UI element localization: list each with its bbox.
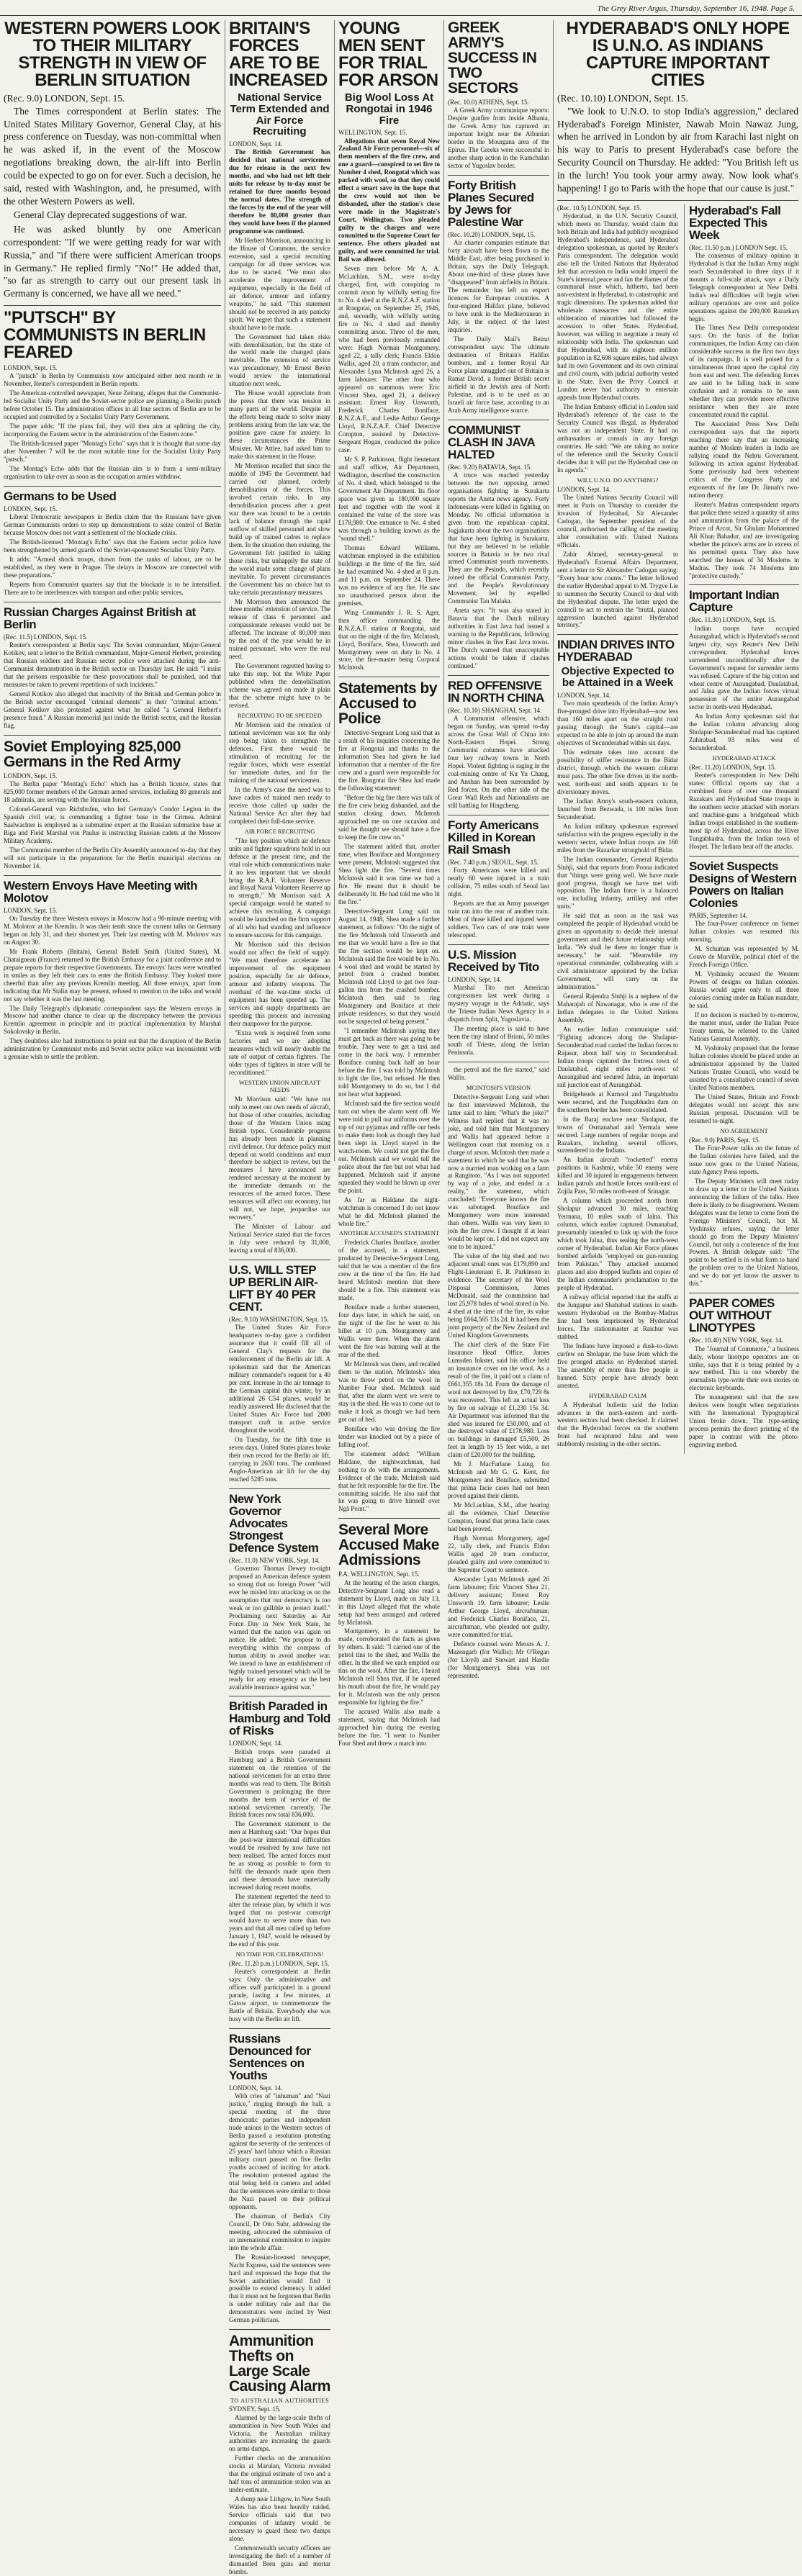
paragraph: The Times New Delhi correspondent says: On the basis of the Indian communiques, the Indian Army can claim considerable success in the first two days of its campaign. It is well poised for a simultaneous thrust upon the capital city from east and west. The defending forces are said to be falling back in some confusion and it remains to be seen whether they can provide more effective resistance when they are more concentrated round the capital. (689, 324, 799, 419)
article-body (448, 471, 549, 670)
paragraph: The statement added: "William Haldane, the nightwatchman, had nothing to do with the arrangements. Evidence of the trade. McIntosh said that he felt responsible for the fire. The committing suicide. He also said that he was going to drive himself over Ngā Point." (338, 1450, 440, 1513)
paragraph: Detective-Sergeant Long said on August 14, 1948, Shea made a further statement, as follows: "On the night of the fire McIntosh told Unsworth and me that we would have a fire so that the fire section would be kept on. McIntosh said the fire would be in No. 4 wool shed and would be started by petrol from a crashed bomber. McIntosh told Lloyd to get two four-gallon tins from the crashed bomber. McIntosh then said to ring Montgomery and Boniface at their private residences, so that they would not be suspected of being present." (338, 907, 440, 1026)
paragraph: Reuter's correspondent in New Delhi states: Official reports say that a combined force of over one thousand Razakars and Hyderabad State troops in the southern sector attacked with mortars and machine-guns a bridgehead which Indian troops established in the southern-most tip of Hyderabad, across the River Tungabhadra, from the Indian town of Hospet. The Indians beat off the attacks. (689, 772, 799, 851)
dateline: (Rec. 10.0) ATHENS, Sept. 15. (448, 99, 529, 106)
paragraph: The "Journal of Commerce," a business daily, whose linotype operators are on strike, says that it is being printed by a new method. This is one whereby the journalists type-write their own stories on electronic keyboards. (689, 1345, 799, 1392)
divider (4, 486, 221, 487)
article-lead (338, 137, 440, 264)
divider (448, 944, 549, 945)
paragraph: Commonwealth security officers are investigating the theft of a number of dismantled Bren guns and mortar bombs. (229, 2544, 330, 2575)
column-1 (0, 20, 225, 1161)
dateline: LONDON, Sept. 14. (448, 975, 502, 983)
headline: YOUNG MEN SENT FOR TRIAL FOR ARSON (338, 19, 438, 90)
headline: Western Envoys Have Meeting with Molotov (4, 878, 197, 905)
paragraph: Marshal Tito met American congressmen last week during a mystery voyage in the Adriatic, says the Trieste Italian News Agency in a dispatch from Split, Yugoslavia. (448, 984, 549, 1023)
column-5 (553, 19, 802, 1449)
paragraph: General Clay deprecated suggestions of war. (14, 209, 187, 221)
paragraph: The Four-Power talks on the future of the Italian colonies have failed, and the issue now goes to the United Nations, state Agency Press reports. (689, 1144, 799, 1175)
article-body (448, 867, 549, 939)
headline: Hyderabad's Fall Expected This Week (689, 203, 781, 242)
article-indian-capture (689, 589, 799, 851)
article-indian-drives (557, 638, 678, 1448)
paragraph: The chief clerk of the State Fire Insurance Head Office, James Lumsden Inkster, said his office held an insurance cover on the wool. As a result of the fire, it paid out a claim of £661,355 18s 3d. From the damage of wool not destroyed by fire, £70,729 8s was recovered. This left an actual loss by fire on salvage of £1,230 15s 3d. Air Department was informed that the shed was insured for £50,000, and of the destroyed value of £178,980. Loss on buildings in damaged £5,500, 26 feet in length by 15 feet wide, a net claim of £20,000 for the building. (448, 1340, 549, 1459)
article-body (448, 107, 549, 170)
paragraph: Aneta says: "It was also stated in Batavia that the Dutch military authorities in East Java had issued a warning to the Republicans, following minor clashes in five East Java towns. The Dutch warned that unacceptable actions would be taken if clashes continued." (448, 607, 549, 670)
headline: U.S. WILL STEP UP BERLIN AIR-LIFT BY 40 PER CENT. (229, 1263, 318, 1314)
article-body (448, 984, 549, 1057)
paragraph: The statement regretted the need to alter the release plan, by which it was hoped that no post-war conscript would have to serve more than two years and that all men called up before January 1, 1947, would be released by the end of this year. (229, 1893, 330, 1948)
paragraph: The paper adds: "If the plans fail, they will then aim at splitting the city, incorporating the Eastern sector in the administration of the Eastern zone." (4, 422, 221, 438)
paragraph: A railway official reported that the staffs at the Jungapur and Shahabad stations in south-western Hyderabad on the Bombay-Madras line had been imprisoned by Hyderabad forces. The stationmaster at Raichur was stabbed. (557, 1293, 678, 1340)
headline: INDIAN DRIVES INTO HYDERABAD (557, 638, 675, 664)
section-heading: HYDERABAD ATTACK (712, 754, 776, 762)
article-statements-accused (338, 681, 440, 1513)
paragraph: "I remember McIntosh saying they must get back as there was going to be trouble. They were to get a taxi and come in the back way. I remember Boniface coming back half an hour before the fire. I was told by McIntosh to light the fire, but refused. He then told Montgomery to do so, but I did not hear what happened. (338, 1027, 440, 1098)
article-body (689, 1345, 799, 1450)
divider (448, 675, 549, 676)
paragraph: Mr McLachlan, S.M., after hearing all the evidence, Chief Detective Compton, found that prima facie cases had been proved. (448, 1501, 549, 1533)
paragraph: The accused Wallis also made a statement, saying that McIntosh had approached him during the evening before the fire. "I went to Number Four Shed and threw a match into (338, 1708, 440, 1748)
paragraph: Mr S. P. Parkinson, flight lieutenant and staff officer, Air Department, Wellington, described the construction of No. 4 shed, which belonged to the Government Air Department. Its floor space was given as 180,000 square feet and together with the wool it contained the value of the store was £178,980. One entrance to No. 4 shed was through a building known as the "sound shell." (338, 456, 440, 542)
paragraph: McIntosh said the fire section would turn out when the alarm went off. We were told to pull our uniforms over the top of our pyjamas and ruffle our beds to make them look as though they had been slept in. Lloyd stayed in the watch-room. We could not get the fire out. McIntosh said we would tell the police about the fire but not what had happened. McIntosh said if anyone squealed they would be blown up over the point. (338, 1099, 440, 1194)
headline: "PUTSCH" BY COMMUNISTS IN BERLIN FEARED (4, 308, 206, 362)
article-body (689, 625, 799, 851)
dateline: LONDON, Sept. 15. (4, 364, 58, 371)
dateline: LONDON, Sept. 14. (557, 485, 611, 493)
article-body (338, 1579, 440, 1748)
dateline: (Rec. 10.10) SHANGHAI, Sept. 14. (448, 707, 542, 715)
paragraph: Hyderabad, in the U.N. Security Council, which meets on Thursday, would claim that both Britain and India had publicly recognised Hyderabad's independence, said Hyderabad delegation spokesman, as quoted by Reuter's Paris correspondent. The delegation would also tell the United Nations that Hyderabad felt that accession to India would imperil the State's internal peace and fan the flames of the communal issue which, hitherto, had been non-existent in Hyderabad, to catastrophic and tragic dimensions. The spokesman added that wholesale massacres and the entire obliteration of minorities had followed the accession to other States. Hyderabad, however, was willing to negotiate a treaty of relationship with India. The spokesman said that Hyderabad, with its eighteen million population in 82,698 square miles, had always had its own Government and its own criminal and civil courts, with judicial authority vested in the State. Even the Privy Council at London never had authority to entertain appeals from Hyderabad courts. (557, 212, 678, 402)
dateline: PARIS, September 14. (689, 912, 748, 920)
article-body (557, 212, 678, 630)
paragraph: Seven men before Mr A. A. McLachlan, S.M., were to-day charged, first, with conspiring to commit arson by wilfully setting fire to No. 4 shed at the R.N.Z.A.F. station at Rongotai, on September 25, 1946, and, secondly, with wilfully setting fire to No. 4 shed and thereby committing arson. Three of the men, who had been previously remanded were: Hugh Norman Montgomery, aged 22, a tally clerk; Francis Eldon Wallis, aged 20, a tram conductor; and Alexander Lynn McIntosh aged 26, a farm labourer. The other four who appeared on summons were: Eric Vincent Shea, aged 21, a delivery assistant; Ernest Roy Unsworth, Frederick Charles Boniface, R.N.Z.A.F., and Leslie Arthur George Lloyd, R.N.Z.A.F. Chief Detective Compton, assisted by Detective-Sergeant Hogan, conducted the police case. (338, 265, 440, 454)
paragraph: An Indian military spokesman expressed satisfaction with the progress especially in the western sector, where Indian troops are 160 miles from the Razarkar stronghold of Bidar. (557, 822, 678, 854)
article-body (338, 729, 440, 1513)
dateline: (Rec. 9.0) PARIS, Sept. 15. (689, 1136, 760, 1144)
article-us-airlift (229, 1264, 330, 1483)
masthead (0, 3, 802, 16)
paragraph: Boniface made a further statement, four days later, in which he said, on the night of the fire he went to his billet at 10 p.m. Montgomery and Wallis were there. When the alarm went the fire was burning well at the rear of the shed. (338, 1303, 440, 1359)
article-soviet-employing (4, 739, 221, 870)
divider (4, 305, 221, 306)
article-soviet-suspects (689, 860, 799, 1288)
article-more-accused (338, 1522, 440, 1748)
dateline: (Rec. 11.50 p.m.) LONDON Sept. 15. (689, 243, 788, 251)
article-body (557, 700, 678, 1448)
article-body (689, 920, 799, 1288)
paragraph: The value of the big shed and two adjacent small ones was £179,890 and Flight-Lieutenant E. R. Parkinson in evidence. The secretary of the Wool Disposal Commission, James McDonald, said the commission had lost 25,978 bales of wool stored in No. 4 shed at the time of the fire, its value being £664,565 13s 2d. It had been the joint property of the New Zealand and United Kingdom Governments. (448, 1252, 549, 1339)
paragraph: The Russian-licensed newspaper, Nacht Express, said the sentences were hard and expressed the hope that the Soviet authorities would find it possible to extend clemency. It added that it must not be forgotten that Berlin is under military rule and that the demonstrators were incited by West German politicians. (229, 2253, 330, 2324)
paragraph: the petrol and the fire started," said Wallis. (448, 1065, 549, 1081)
headline: U.S. Mission Received by Tito (448, 947, 539, 974)
paragraph: Reuter's correspondent at Berlin says: Only the administrative and offices staff participated in a ground parade, lasting a few minutes, at Gatow airport, to commemorate the Battle of Britain. Everybody else was busy with the Berlin air lift. (229, 1968, 330, 2023)
paragraph: The United States Air Force headquarters to-day gave a confident assurance that it could fill all of General Clay's requests for the reinforcement of the Berlin air lift. A spokesman said that the American military commander's request for a 40 per cent. increase in the air tonnage to the German capital this winter, by an additional 26 C54 planes, would be readily answered. He disclosed that the United States Air Force had 2000 transport craft in active service throughout the world. (229, 1324, 330, 1434)
paragraph: The Indian commander, General Rajendra Sinhji, said that reports from Poona indicated that "things were going well. We have made good progress, though we have met with opposition. The Indian force is a balanced one, including infantry, artillery and other units." (557, 855, 678, 910)
divider (4, 875, 221, 876)
paragraph: Hugh Norman Montgomery, aged 22, tally clerk, and Francis Eldon Wallis aged 20 tram conductor, pleaded guilty and were committed to the Supreme Court to sentence. (448, 1535, 549, 1573)
subheadline: Objective Expected to be Attained in a Week (561, 665, 675, 690)
section-heading: WILL U.N.O. DO ANYTHING? (577, 476, 659, 484)
paragraph: On Tuesday, for the fifth time in seven days, United States planes broke their own record for the Berlin air lift, carrying in 2630 tons. The combined Anglo-American air lift for the day reached 5285 tons. (229, 1435, 330, 1483)
paragraph: The Government regretted having to take this step, but the White Paper published when the demobilisation scheme was agreed on made it plain that the scheme might have to be revised. (229, 662, 330, 710)
article-hyderabad-uno (557, 20, 798, 195)
column-3 (334, 19, 443, 1748)
paragraph: "Extra work is required from some factories and we are adopting measures which will nearly double the rate of output of certain fighters. The older types of fighters in store will be reconditioned." (229, 1029, 330, 1076)
paragraph: A Communist offensive, which began on Sunday, was spread to-day across the Great Wall of China into North-Eastern Hopei. Strong Communist columns have attacked four key railway towns in North Hopei. Violent fighting is raging in the coal-mining centre of Ku Yu Chang, and Anshan has been surrounded by Red forces. On the other side of the Great Wall Reds and Nationalists are still battling for Hingcheng. (448, 715, 549, 809)
dateline: LONDON, Sept. 14. (229, 2084, 283, 2092)
dateline: (Rec. 7.40 p.m.) SEOUL, Sept. 15. (448, 858, 539, 866)
article-hyderabad-fall (689, 204, 799, 580)
article-body (4, 641, 221, 730)
subcolumn-left (557, 204, 678, 1455)
divider (229, 2028, 330, 2029)
article-greek-army (448, 20, 549, 170)
article-body (229, 237, 330, 1255)
dateline: (Rec. 11.20) LONDON, Sept. 15. (689, 764, 776, 772)
paragraph: Defence counsel were Messrs A. J. Mazengarb (for Wallis); Mr O'Regan (for Lloyd) and Stewart and Hardie (for Montgomery). Shea was not represented. (448, 1640, 549, 1679)
paragraph: A dump near Lithgow, in New South Wales has also been heavily raided. Service officials said that two companies of infantry would be necessary to guard these two dumps alone. (229, 2495, 330, 2543)
section-heading: WESTERN UNION AIRCRAFT NEEDS (238, 1078, 321, 1093)
article-korean-rail (448, 819, 549, 939)
paragraph: The Government had taken risks with demobilisation, but the state of the world made the changed plans inevitable. The extension of service was precautionary, Mr Ernest Bevin would review the international situation next week. (229, 333, 330, 388)
paragraph: Wing Commander J. R. S. Ager, then officer commanding the R.N.Z.A.F. station at Rongotai, said that on the night of the fire, McIntosh, Lloyd, Boniface, Shea, Unsworth and Montgomery were on duty in No. 4 store, the fire-master being Corporal McIntosh. (338, 608, 440, 672)
paragraph: On Tuesday the three Western envoys in Moscow had a 90-minute meeting with M. Molotov at the Kremlin. It was their tenth since the current talks on Germany began on July 31, and their shortest yet. Their last meeting with M. Molotov was on August 30. (4, 914, 221, 946)
paragraph: "The key position which air defence units and fighter squadrons hold in our defence at the present time, and the vital role which communications make it no less important that we should bring the R.A.F. Volunteer Reserve and Royal Naval Volunteer Reserve up to strength," Mr Morrison said. A special campaign would be started to achieve this recruiting. A campaign would be launched on the firm support of all who had standing and influence to ensure success for this campaign. (229, 836, 330, 939)
headline: HYDERABAD'S ONLY HOPE IS U.N.O. AS INDIANS CAPTURE IMPORTANT CITIES (566, 19, 790, 90)
headline: Germans to be Used (4, 489, 117, 503)
divider (557, 634, 678, 635)
divider (229, 2329, 330, 2330)
dateline: (Rec. 11.20 p.m.) LONDON, Sept. 15. (229, 1959, 330, 1967)
headline: Forty British Planes Secured by Jews for Palestine War (448, 178, 534, 229)
headline: PAPER COMES OUT WITHOUT LINOTYPES (689, 1296, 775, 1335)
paragraph: Further checks on the ammunition stocks at Marulan, Victoria revealed that the original estimate of two and a half tons of ammunition stolen was an under-estimate. (229, 2454, 330, 2494)
article-tito-mission (448, 949, 549, 1057)
paragraph: Mr Herbert Morrison, announcing in the House of Commons, the service extension, said a special recruiting campaign for all three services was due to be started. "We must also accelerate the improvement of equipment, especially in the field of air defence, armour and infantry weapons," he said. "This statement should not be received in any panicky spirit. We regret that such a statement should have to be made. (229, 236, 330, 331)
paragraph: A truce was reached yesterday between the two opposing armed organisations fighting in Surakarta reports the Aneta news agency. Forty Indonesians were killed in fighting on Monday. No official information is given from the republican capital, Jogjakarta about the two organisations that have been fighting in Surakarta, but they are believed to be reliable sources in Batavia to be two rival armed Communist youth movements. They are the Pesindo, which recently joined the official Communist Party, and the People's Revolutionary Movement, led by expelled Communist Tan Malaka. (448, 471, 549, 605)
headline: Forty Americans Killed in Korean Rail Smash (448, 818, 539, 857)
paragraph: Bridgeheads at Kurnool and Tungabhadra were secured, and the Tungabhadra dam on the southern border has been consolidated. (557, 1090, 678, 1113)
paragraph: Mr Morrison said: "We have not only to meet our own needs of aircraft, but those of other countries, including those of the Western Union using British types. Considerable progress has already been made in planning civil defence. Our defence policy must depend on world conditions and must therefore be subject to review, but the measures I have announced are rendered necessary at the moment by the immediate demands on the resources of the armed forces. These resources will affect our economy, but will not, we hope, jeopardise our recovery." (229, 1095, 330, 1221)
paragraph: The consensus of military opinion in Hyderabad is that the Indian Army might reach Secunderabad in three days if it mounts a full-scale attack, says a Daily Telegraph correspondent at New Delhi. India's real difficulties will begin when military operations are over and police operations against the 200,000 Razarkars begin. (689, 251, 799, 322)
dateline: (Rec. 11.0) NEW YORK, Sept. 14. (229, 1556, 320, 1564)
paragraph: The Montag's Echo adds that the Russian aim is to form a semi-military organisation to take over as soon as the occupation armies withdraw. (4, 464, 221, 480)
paragraph: Montgomery, in a statement he made, corroborated the facts as given by others. It said: "I carried one of the petrol tins to the shed, and Wallis the other. In the shed we each emptied our tins on the wool. After the fire, I heard McIntosh tell Shea that, if he opened his mouth about the fire, he would pay for it. McIntosh was the only person responsible for lighting the fire." (338, 1627, 440, 1707)
paragraph: The British Government has decided that national servicemen due for release in the next few months, and who had not left their units for release by to-day must be retained for three months beyond the normal dates. The strength of the forces by the end of the year will therefore be 80,000 greater than they would have been if the planned programme was continued. (229, 148, 330, 235)
article-hyderabad-claims (557, 204, 678, 630)
paragraph: M. Schuman was represented by M. Couve de Murville, political chief of the French Foreign Office. (689, 945, 799, 969)
paragraph: He said that as soon as the task was completed the people of Hyderabad would be given an opportunity to decide their internal government and their future relationship with India. "We shall be there no longer than is necessary," he said. "Meanwhile my operational commander, collaborating with a civil administrator appointed by the Indian Government, will carry on the administration." (557, 912, 678, 991)
paragraph: Mr Morrison said the retention of national servicemen was not the only step being taken to strengthen the defences. First there would be stimulation of recruiting for the regular forces, which were essential for immediate duties, and for the training of the national servicemen. (229, 721, 330, 784)
headline: Russians Denounced for Sentences on Youths (229, 2031, 311, 2082)
dateline: P.A. WELLINGTON, Sept. 15. (338, 1571, 420, 1578)
dateline: LONDON, Sept. 14. (229, 140, 283, 148)
paragraph: British troops were paraded at Hamburg and a British Government statement on the retention of the national servicemen for an extra three months was read to them. The British Government is prolonging the three months the term of service of the national servicemen currently. The British forces now total 836,000. (229, 1748, 330, 1819)
article-western-powers (4, 20, 221, 300)
article-new-york-governor (229, 1493, 330, 1691)
paragraph: The United Nations Security Council will meet in Paris on Thursday to consider the invasion of Hyderabad, Sir Alexander Cadogan, the September president of the council, authorised the calling of the meeting after consultation with United Nations officials. (557, 493, 678, 548)
paragraph: The British-licensed "Montag's Echo" says that the Eastern sector police have been strengthened by armed guards of the Soviet-sponsored Socialist Unity Party. (4, 538, 221, 553)
paragraph: Mr McIntosh was there, and recalled them to the station. McIntosh's idea was to throw petrol on the wool in Number Four shed. McIntosh said that, after the alarm went we were to stay in the shed. He was to come out to make it look as though we had been got out of bed. (338, 1360, 440, 1423)
paragraph: In the Baraj enclave near Sholapur, the towns of Osmanabad and Yermala were secured. Large numbers of regular troops and Razakars, including several officers, surrendered to the Indians. (557, 1115, 678, 1154)
paragraph: Mr Morrison recalled that since the middle of 1945 the Government had carried out planned, orderly demobilisation of the forces. This involved certain risks. In any demobilisation process after a great war there was bound to be a certain lack of balance through the rapid outflow of skilled personnel and slow build up of trained cadres to replace them. In the situation then existing, the Government felt justified in taking those risks, but unhappily the state of the world made some change of plans inevitable. To prevent circumstances the Government has no choice but to take certain precautionary measures. (229, 462, 330, 596)
article-body (4, 105, 221, 300)
paragraph: The four-Power conference on former Italian colonies was resumed this morning. (689, 920, 799, 944)
paragraph: Reports are that an Army passenger train ran into the rear of another train. Most of those killed and injured were soldiers. Two cars of one train were telescoped. (448, 900, 549, 939)
dateline: (Rec. 9.0) LONDON, Sept. 15. (4, 93, 125, 104)
paragraph: Detective-Sergeant Long said when he first interviewed McIntosh, the latter said to him: "What's the joke?" Witness had replied that it was no joke, and told him that Montgomery and Wallis had appeared before a Wellington court that morning on a charge of arson. McIntosh then made a statement in which he said that he was now a married man working on a farm at Rangitoto. "As I was not supported by way of a joke, and ended in a reality," the statement, which concluded: "Everyone knows the fire was sabotaged. Boniface and Montgomery were more interested than others. Wallis was very keen to join the fire crew. I thought if at least would be kept on. I did not expect any one to be injured." (448, 1093, 549, 1251)
article-ammunition-thefts (229, 2333, 330, 2576)
section-heading: NO TIME FOR CELEBRATIONS! (235, 1950, 324, 1958)
paragraph: The British-licensed paper "Montag's Echo" says that it is thought that some day after November 7 will be the most suitable time for the Socialist Unity Party "putsch." (4, 440, 221, 463)
paragraph: The Berlin paper "Montag's Echo" which has a British licence, states that 825,000 former members of the German armed services, including 80 generals and 18 admirals, are serving with the Russian forces. (4, 779, 221, 803)
paragraph: If no decision is reached by to-morrow, the matter must, under the Italian Peace Treaty terms, be referred to the United Nations General Assembly. (689, 1011, 799, 1042)
article-body (448, 1066, 549, 1680)
dateline: (Rec. 11.5) LONDON, Sept. 15. (4, 633, 88, 641)
paragraph: It adds: "Armed shock troops, drawn from the ranks of labour, are to be established, as they were in Prague. The delays in Moscow are connected with these preparations." (4, 555, 221, 579)
article-java-clash (448, 424, 549, 670)
paragraph: Zahir Ahmed, secretary-general to Hyderabad's External Affairs Department, sent a letter to Sir Alexander Cadogan saying: "Every hour now counts." The letter followed the earlier Hyderabad appeal to M. Trygve Lie to summon the Security Council to deal with the Hyderabad dispute. The letter urged the council to act to restrain the "brutal, planned aggression launched against Hyderabad territory." (557, 550, 678, 629)
paragraph: They doubtless also had instructions to point out that the disruption of the Berlin administration by Communist mobs and Soviet sector police was inconsistent with a genuine wish to settle the problem. (4, 1037, 221, 1061)
paragraph: M. Vyshinsky accused the Western Powers of designs on Italian colonies. Russia would agree only to all three colonies coming under an Italian mandate, he said. (689, 970, 799, 1010)
paragraph: The statement added that, another time, when Boniface and Montgomery were present, McIntosh suggested that Shea light the fire. "Several times McIntosh said it was time we had a fire. He meant that it should be deliberately lit. He had told me who lit the fire." (338, 842, 440, 905)
subheadline: Big Wool Loss At Rongotai in 1946 Fire (344, 91, 434, 127)
article-british-paraded (229, 1700, 330, 2023)
paragraph: Mr J. MacFarlane Laing, for McIntosh and Mr G. G. Kent, for Montgomery and Boniface, submitted that prima facie cases had not been proved against their clients. (448, 1460, 549, 1500)
section-heading: AIR FORCE RECRUITING (244, 827, 315, 835)
divider (4, 735, 221, 736)
paragraph: Thomas Edward Williams, watchman employed in the exhibition buildings at the time of the fire, said he had examined No. 4 shed at 8 p.m. and 11 p.m. on September 24. There was no evidence of any fire. He saw no unauthorised person about the premises. (338, 543, 440, 607)
section-heading: HYDERABAD CALM (588, 1391, 647, 1399)
paragraph: The Government statement to the men at Hamburg said: "Our hopes that the post-war international difficulties would be resolved by now have not been realised. The armed forces must be as strong as possible to form to fulfil the demands made upon them and these demands have materially increased during recent months. (229, 1820, 330, 1892)
paragraph: An Indian aircraft "rocketted" enemy positions in Kashmir, while 50 enemy were killed and 30 injured in engagements between Indian patrols and hostile forces south-east of Zojila Pass, 50 miles north-east of Srinagar. (557, 1156, 678, 1196)
article-body (229, 1748, 330, 2023)
article-germans-used (4, 490, 221, 597)
paragraph: The American-controlled newspaper, Neue Zeitung, alleges that the Communist-led Socialist Unity Party and the Soviet-sector police are planning a Berlin putsch before October 15. The administration offices in all four sectors of Berlin are to be occupied and controlled by a Socialist Unity Party Government. (4, 389, 221, 421)
headline: RED OFFENSIVE IN NORTH CHINA (448, 679, 544, 705)
paragraph: Alarmed by the large-scale thefts of ammunition in New South Wales and Victoria, the Australian military authorities are increasing the guards on arms dumps. (229, 2413, 330, 2453)
paragraph: With cries of "inhuman" and "Nazi justice," ringing through the hall, a special meeting of the three democratic parties and independent trade unions in the Western sectors of Berlin passed a resolution protesting against the severity of the sentences of 25 years' hard labour which a Russian military court passed on five Berlin youths accused of inciting for attack. The resolution protested against the trial being held in camera and added that the sentences were similar to those the Nazi passed on their political opponents. (229, 2092, 330, 2210)
divider (557, 200, 798, 201)
headline: GREEK ARMY'S SUCCESS IN TWO SECTORS (448, 19, 537, 96)
paragraph: Allegations that seven Royal New Zealand Air Force personnel—six of them members of the fire crew, and one a guard—conspired to set fire to Number 4 shed, Rongotai which was packed with wool, so that they could effect a smart save in the hope that the crew would not then be disbanded, after the station's close were made in the Magistrate's Court, Wellington. Two pleaded guilty to the charges and were committed to the Supreme Court for sentence. Five others pleaded not guilty, and were committed for trial. Bail was allowed. (338, 137, 440, 263)
divider (448, 175, 549, 176)
dateline: (Rec. 10.5) LONDON, Sept. 15. (557, 204, 641, 212)
paragraph: The United States, Britain and French delegates would not accept this new Russian proposal. Discussion will be resumed to-night. (689, 1093, 799, 1124)
paragraph: A "putsch" in Berlin by Communists now anticipated either next month or in November, Reuter's correspondent in Berlin reports. (4, 372, 221, 388)
column-4 (443, 19, 553, 1679)
section-heading: RECRUITING TO BE SPEEDED (237, 712, 323, 720)
paragraph: He was asked bluntly by one American correspondent: "If we were getting ready for war with Russia," and "if there were sufficient American troops in Germany." He replied firmly "No!" He added that, "so far as strength to carry out our present task in Germany is concerned, we have all we need." (4, 224, 221, 299)
dateline: LONDON, Sept. 14. (229, 1740, 283, 1748)
dateline: (Rec. 10.20) LONDON, Sept. 15. (448, 231, 536, 238)
article-britains-forces (229, 20, 330, 1255)
headline: British Paraded in Hamburg and Told of Risks (229, 1699, 330, 1738)
paragraph: Reports from Communist quarters say that the blockade is to be intensified. There are to be interferences with transport and other public services. (4, 580, 221, 596)
paragraph: An earlier Indian communique said: "Fighting advances along the Sholapur-Secunderabad road carried the Indian forces to Rajasur, about half way to Secunderabad. Indian troops captured the fortress town of Daulatabad, eight miles north-west of Aurangabad and secured Jalna, an important rail junction east of Aurangabad. (557, 1025, 678, 1088)
dateline: (Rec. 9.20) BATAVIA, Sept. 15. (448, 463, 532, 471)
paragraph: The Times correspondent at Berlin states: The United States Military Governor, General Clay, at his press conference on Tuesday, was non-committal when he was asked if, in the event of the Moscow negotiations breaking down, the air-lift into Berlin could be expected to go on for ever. Such a decision, he said, rested with Washington, and, he presumed, with the other Western Powers as well. (4, 105, 221, 207)
dateline: LONDON, Sept. 15. (4, 772, 58, 779)
headline: Ammunition Thefts on Large Scale Causing Alarm (229, 2333, 330, 2395)
paragraph: General Rajendra Sinhji is a nephew of the Maharajah of Nawanagar, who is one of the Indian delegates to the United Nations Assembly. (557, 993, 678, 1023)
article-body (4, 372, 221, 481)
article-body (448, 715, 549, 810)
article-body (229, 1565, 330, 1691)
paragraph: Liberal Democratic newspapers in Berlin claim that the Russians have given German Communists orders to step up demonstrations to seize control of Berlin because Moscow does not want a settlement of the blockade crisis. (4, 513, 221, 537)
paragraph: The Minister of Labour and National Service stated that the forces in July were reduced by 31,000, leaving a total of 836,000. (229, 1223, 330, 1255)
paragraph: A Hyderabad bulletin said the Indian advances in the north-eastern and north-western sectors had been checked. It claimed that the Hyderabad forces on the southern front had recaptured Jalna and were stubbornly resisting in the other sectors. (557, 1401, 678, 1448)
paragraph: Forty Americans were killed and nearly 60 were injured in a train collision, 75 miles south of Seoul last night. (448, 867, 549, 898)
article-forty-planes (448, 179, 549, 415)
headline: WESTERN POWERS LOOK TO THEIR MILITARY STRENGTH IN VIEW OF BERLIN SITUATION (4, 19, 220, 90)
article-putsch (4, 309, 221, 481)
dateline: (Rec. 11.30) LONDON, Sept. 15. (689, 616, 776, 624)
paragraph: Alexander Lynn McIntosh aged 26 farm labourer; Eric Vincent Shea 21, delivery assistant; Ernest Roy Unsworth 19, farm labourer; Leslie Arthur George Lloyd, aircraftsman; and Frederick Charles Boniface, 21, aircraftsman, who pleaded not guilty, were committed for trial. (448, 1575, 549, 1638)
paragraph: This estimate takes into account the possibility of stiffer resistance in the Bidar district, through which the western column must pass. The other five drives in the north-west, north-east and south appears to be diversionary moves. (557, 749, 678, 795)
headline: New York Governor Advocates Strongest Defence System (229, 1491, 319, 1555)
paragraph: "We look to U.N.O. to stop India's aggression," declared Hyderabad's Foreign Minister, Nawab Moin Nawaz Jung, when he arrived in London by air from Karachi last night on his way to Paris to present Hyderabad's case before the Security Council on Thursday. He added: "You British left us in the lurch! You took your army away. Now look what's happening! I go to Paris with the hope that our cause is just." (557, 105, 798, 194)
dateline: (Rec. 9.10) WASHINGTON, Sept. 15. (229, 1316, 329, 1324)
paragraph: The Deputy Ministers will meet today to draw up a letter to the United Nations announcing the failure of the talks. Here there is likely to be disagreement. Western delegates want the letter to come from the Foreign Ministers' Council, but M. Vyshinsky refuses, saying the letter should go from the Deputy Ministers' Council, but only a conference of the four Powers. A British delegate said: "The point to be settled is in what form to hand the problem over to the United Nations, and we do not yet know the answer to this." (689, 1177, 799, 1288)
headline: Statements by Accused to Police (338, 680, 438, 728)
article-paper-linotypes (689, 1297, 799, 1449)
article-russians-denounced (229, 2033, 330, 2324)
paragraph: General Kotikov also alleged that inactivity of the British and German police in the British sector encouraged "criminal elements" in their "criminal actions." General Kotikov also protested against what he called "a General Herbert's presence fraud." A Russian memorial just inside the British sector, and the Russian flag. (4, 690, 221, 729)
article-body (229, 1324, 330, 1483)
paragraph: An Indian Army spokesman said that the Indian column advancing along Sholapur-Secunderabad road has captured Zahirabad, 93 miles west of Secunderabad. (689, 713, 799, 752)
two-column-section (557, 204, 798, 1455)
subheadline: National Service Term Extended and Air Force Recruiting (230, 91, 330, 138)
paragraph: The Daily Mail's Beirut correspondent says: The ultimate destination of Britain's Halifax bombers, and a former Royal Air Force plane smuggled out of Britain is Ramat David, a former British secret airfield in the Jewish area of North Palestine, and is to be used as an Israeli air force base, according to an Arab Army intelligence source. (448, 335, 549, 414)
paragraph: Reuter's Madras correspondent reports that police there seized a quantity of arms and ammunition from the palace of the Prince of Arcot, Sir Ghulam Mohammed Ali Khan Bahadur, and are investigating whether the prince's arms are in excess of his permitted quota. They also have searched the houses of 34 Moslems in Madras. They took 74 Moslems into "protective custody." (689, 500, 799, 579)
paragraph: The House would appreciate from the press that there was tension in many parts of the world. Despite all the efforts being made to solve many problems arising from the late war, the position gave cause for anxiety. In these circumstances the Prime Minister, Mr Attlee, had asked him to make this statement in the House. (229, 389, 330, 461)
headline: BRITAIN'S FORCES ARE TO BE INCREASED (229, 19, 328, 90)
headline: Soviet Suspects Designs of Western Powers on Italian Colonies (689, 859, 797, 910)
paragraph: Air charter companies estimate that forty aircraft have been flown to the Middle East, after being purchased in Britain, says the Daily Telegraph. About one-third of these planes have "disappeared" from airfields in Britain. The remainder has left on export licences for European countries. A four-engined Halifax plane, believed to have sunk in the Mediterranean in July, is the subject of the latest inquiries. (448, 239, 549, 333)
paragraph: Mr Morrison then announced the three months' extension of service. The release of class 6 personnel and compassionate releases would not be affected. The increase of 80,000 men by the end of the year would be in trained personnel, who were the real need. (229, 597, 330, 661)
paragraph: The Indian Army's south-eastern column, launched from Bezwada, is 100 miles from Secunderabad. (557, 797, 678, 821)
article-body (448, 239, 549, 414)
paragraph: Detective-Sergeant Long said that as a result of his inquiries concerning the fire at Rongotai and thanks to the information Shea had given he had information that a member of the fire crew and a guard were responsible for the fire. Rongotai fire Shea had made the following statement: (338, 729, 440, 792)
paragraph: Boniface who was driving the fire tender was knocked out by a piece of falling roof. (338, 1424, 440, 1448)
article-arson-continued (448, 1066, 549, 1680)
paragraph: As far as Haldane the night-watchman is concerned I do not know what he did. McIntosh planned the whole fire." (338, 1196, 440, 1227)
divider (689, 856, 799, 857)
article-body (229, 2092, 330, 2324)
dateline: SYDNEY, Sept. 15. (229, 2405, 281, 2413)
headline: Several More Accused Make Admissions (338, 1522, 439, 1569)
paragraph: At the hearing of the arson charges, Detective-Sergeant Long also read a statement by Lloyd, made on July 13, in this Lloyd alleged that the whole setup had been arranged and ordered by McIntosh. (338, 1578, 440, 1626)
dateline: (Rec. 10.10) LONDON, Sept. 15. (557, 93, 688, 104)
article-red-offensive (448, 679, 549, 810)
paragraph: M. Vyshinsky proposed that the former Italian colonies should be placed under an administrator appointed by the United Nations Trustee Council, who would be assisted by a consultative council of seven United Nations members. (689, 1044, 799, 1091)
paragraph: The Associated Press New Delhi correspondent says that the reports reaching there say that an increasing number of Moslem leaders in India are rallying round the Nehru Government, following its action against Hyderabad. Some previously had been vehement critics of the Congress Party and exponents of the late Dr. Jinnah's two-nation theory. (689, 420, 799, 499)
headline: Important Indian Capture (689, 588, 780, 615)
article-body (689, 252, 799, 580)
paragraph: The meeting place is said to have been the tiny island of Brioni, 50 miles south of Trieste, along the Istrian Peninsula. (448, 1024, 549, 1056)
paragraph: A column which proceeded north from Sholapur advanced 30 miles, reaching Yermana, 10 miles south of Jalna. This column, which earlier captured Osmanabad, presumably intended to link up with the force which took Jalna, thus sealing the north-west corner of Hyderabad. Indian Air Force planes bombed airfields "employed on gun-running from Pakistan." They attacked unnamed places and also dropped leaflets and copies of the Indian commander's proclamation to the people of Hyderabad. (557, 1197, 678, 1291)
paragraph: Colonel-General von Richthofen, who led Germany's Condor Legion in the Spanish civil war, is commanding a fighter base in the Crimea. Admiral Saalwachter is employed as a submarine expert at the Russian submarine base at Riga and Field Marshal von Paulus is instructing Russian cadets at the Moscow Military Academy. (4, 805, 221, 844)
article-body (4, 513, 221, 597)
article-russian-charges (4, 606, 221, 730)
paragraph: The Daily Telegraph's diplomatic correspondent says the Western envoys in Moscow had another chance to clear up the discrepancy between the previous Kremlin agreement in principle and its practical implementation by Marshal Sokolovsky in Berlin. (4, 1004, 221, 1036)
headline: Soviet Employing 825,000 Germans in the Red Army (4, 738, 181, 770)
divider (338, 1518, 440, 1519)
section-heading: TO AUSTRALIAN AUTHORITIES (230, 2397, 330, 2405)
article-body (557, 105, 798, 195)
article-body (4, 915, 221, 1061)
paragraph: In the Army's case the need was to have cadres of trained men ready to receive those called up under the National Service Act after they had completed their full-time service. (229, 785, 330, 825)
paragraph: "Before the big fire there was talk of the fire crew being disbanded, and the station closing down. McIntosh approached me on one occasion and said he thought we should have a fire to keep the fire crew on." (338, 794, 440, 841)
paragraph: The chairman of Berlin's City Council, Dr Otto Suhr, addressing the meeting, advocated the submission of an international commission to inquire into the whole affair. (229, 2212, 330, 2251)
section-heading: ANOTHER ACCUSED'S STATEMENT (338, 1229, 440, 1237)
paragraph: The Communist member of the Berlin City Assembly announced to-day that they will not participate in the preparations for the Berlin municipal elections on November 14. (4, 846, 221, 869)
article-lead (229, 148, 330, 235)
paragraph: The management said that the new devices were bought when negotiations with the International Typographical Union broke down. The type-setting process permits the direct printing of the paper in contrast with the photo-engraving method. (689, 1393, 799, 1449)
paragraph: Mr Morrison said this decision would not affect the field of supply. "We must therefore accelerate an improvement of the equipment position, especially for air defence, armour and infantry weapons. The overhaul of the war-time stocks of equipment has been speeded up. The services and supply departments are speeding this process and increasing their manpower for the purpose. (229, 941, 330, 1027)
masthead-text: The Grey River Argus, Thursday, September 16, 1948. Page 5. (597, 4, 795, 13)
dateline: WELLINGTON, Sept. 15. (338, 129, 407, 137)
subcolumn-right (684, 204, 799, 1455)
paragraph: Frederick Charles Boniface, another of the accused, in a statement, produced by Detective-Sergeant Long, said that he was a member of the fire crew at the time of the fire. He had heard McIntosh mention that there should be a fire. This statement was made. (338, 1239, 440, 1302)
article-arson-trial (338, 20, 440, 672)
article-western-envoys (4, 880, 221, 1062)
headline: Russian Charges Against British at Berlin (4, 605, 196, 631)
paragraph: The Indian Embassy official in London said Hyderabad's reference of the case to the Security Council was illegal, as Hyderabad was not an independent State. It had no ambassadors or consuls in any foreign countries. He said: "We are taking no notice of the reference until the Security Council decides that it will put the Hyderabad case on its agenda." (557, 403, 678, 474)
column-2 (225, 19, 334, 2575)
paragraph: Mr Frank Roberts (Britain), General Bedell Smith (United States), M. Chataigneau (France) returned to the British Embassy for a joint conference and to prepare reports for their respective Governments. The envoys' faces were wreathed in smiles as they left their cars to enter the British Embassy. They looked more cheerful than after any previous Kremlin meeting. All three envoys, apart from indicating that Mr Stalin may be present, refused to mention to the talks and would not say whether it was the last meeting. (4, 947, 221, 1003)
paragraph: A Greek Army communique reports: Despite gunfire from inside Albania, the Greek Army has captured an important height near the Albanian border in the Mourgana area of the Epirus. The Greeks were successful in another sharp action in the Kamchalan sector of Yugoslav border. (448, 107, 549, 170)
paragraph: Two main spearheads of the Indian Army's five-pronged drive into Hyderabad—now less than 160 miles apart on the straight road passing through the State's capital—are expected to be able to join up around the main objectives of Secunderabad within six days. (557, 700, 678, 747)
section-heading: NO AGREEMENT (720, 1126, 768, 1134)
dateline: LONDON, Sept. 15. (4, 505, 58, 512)
section-heading: MCINTOSH'S VERSION (466, 1083, 531, 1091)
paragraph: Reuter's correspondent at Berlin says: The Soviet commandant, Major-General Kotikov, sent a letter to the British commandant, Major-General Herbert, protesting that Russian soldiers and Russian sector police were attacked during the anti-Communist demonstration in the British sector on Thursday last. He said: "I insist that the persons responsible for these provocations shall be punished, and that measures be taken to prevent repetitions of such incidents." (4, 641, 221, 688)
paragraph: The Indians have imposed a dusk-to-dawn curfew on Sholapur, the base from which the five pronged attacks on Hyderabad started. The assembly of more than five people is banned. Sixty people have already been arrested. (557, 1342, 678, 1389)
paragraph: Indian troops have occupied Aurangabad, which is Hyderabad's second largest city, says Reuter's New Delhi correspondent. Hyderabad forces surrendered unconditionally after the Government's request for surrender terms was refused. Capture of the big cotton and wheat centre of Aurangabad, Daulatabad, and Jalna gave the Indian forces virtual possession of the entire Aurangabad sector in north-west Hyderabad. (689, 624, 799, 711)
article-body (338, 265, 440, 672)
article-body (4, 780, 221, 870)
divider (689, 584, 799, 585)
dateline: (Rec. 10.40) NEW YORK, Sept. 14. (689, 1337, 783, 1345)
dateline: LONDON, Sept. 14. (557, 691, 611, 699)
divider (229, 1488, 330, 1489)
dateline: LONDON, Sept. 15. (4, 906, 58, 914)
headline: COMMUNIST CLASH IN JAVA HALTED (448, 422, 535, 461)
paragraph: Governor Thomas Dewey to-night proposed an American defence system so strong that no foreign Power "will ever be misled into attacking us on the assumption that our democracy is too weak or too gullible to protect itself." Proclaiming next Saturday as Air Force Day in New York State, he warned that the nation was again on notice. He added: "We propose to do everything within the compass of human ability to avoid another war. We intend to have an establishment of highly trained personnel which will be ready for any emergency as the best available insurance against war." (229, 1564, 330, 1691)
article-body (229, 2414, 330, 2576)
